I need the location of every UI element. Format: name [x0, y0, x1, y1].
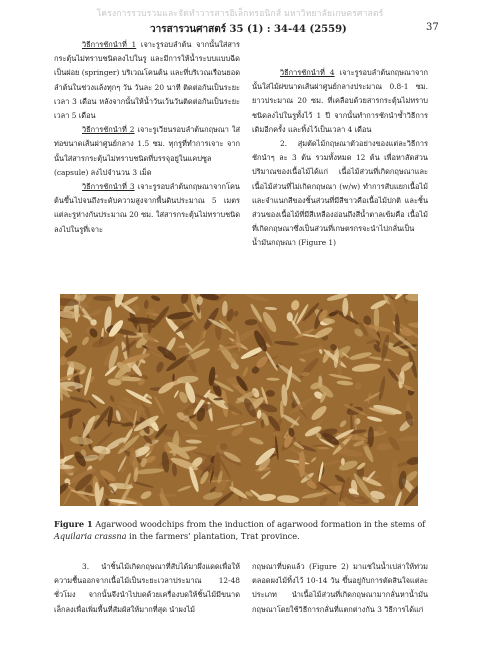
method-2-label: วิธีการชักนำที่ 2 [82, 125, 135, 135]
method-3-label: วิธีการชักนำที่ 3 [82, 182, 135, 192]
left-column [54, 38, 240, 284]
figure-caption [54, 518, 430, 542]
page-number: 37 [426, 22, 439, 33]
paragraph-method-1 [54, 38, 240, 123]
method-3-text: เจาะรูรอบลำต้นกฤษณาจากโคนต้นขึ้นไปจนถึงระดับความสูงจากพื้นดินประมาณ 5 เมตร แต่ละรูห่างกันประมาณ 20 ซม. ใส่สารกระตุ้นไม่ทราบชนิดลงไปในรูที่เจาะ [54, 182, 240, 234]
journal-title: วารสารวนศาสตร์ 35 (1) : 34-44 (2559) [150, 24, 347, 35]
bottom-left-column [54, 560, 240, 660]
method-4-label: วิธีการชักนำที่ 4 [280, 68, 335, 77]
header-watermark: โครงการรวบรวมและจัดทำวารสารอิเล็กทรอนิกส์ มหาวิทยาลัยเกษตรศาสตร์ [96, 9, 384, 19]
caption-text-b: in the farmers’ plantation, Trat province. [126, 531, 300, 541]
paragraph-method-3 [54, 180, 240, 237]
figure-label: Figure 1 [54, 519, 93, 529]
right-column [252, 66, 428, 288]
method-4-text: เจาะรูรอบลำต้นกฤษณาจากนั้นใส่ไม้ผ่ขนาดเส้นผ่าศูนย์กลางประมาณ 0.8-1 ซม. ยาวประมาณ 20 ซม. ที่เคลือบด้วยสารกระตุ้นไม่ทราบชนิดลงไปในรูทั้งไว้ 1 ปี จากนั้นทำการชักนำซ้ำวิธีการเดิมอีกครั้ง และทิ้งไว้เป็นเวลา 4 เดือน [252, 68, 428, 134]
paragraph-step-2: 2. สุ่มตัดไม้กฤษณาตัวอย่างของแต่ละวิธีการชักนำๆ ละ 3 ต้น รวมทั้งหมด 12 ต้น เพื่อหาสัดส่วนปริมาณของเนื้อไม้ได้แก่ เนื้อไม้ส่วนที่เกิดกฤษณาและเนื้อไม้ส่วนที่ไม่เกิดกฤษณา (w/w) ทำการสับแยกเนื้อไม้และจำแนกสีของชิ้นส่วนที่มีสีขาวคือเนื้อไม้ปกติ และชิ้นส่วนของเนื้อไม้ที่มีสีเหลืองอ่อนถึงสีน้ำตาลเข้มคือ เนื้อไม้ที่เกิดกฤษณาซึ่งเป็นส่วนที่เกษตรกรจะนำไปกลั่นเป็นน้ำมันกฤษณา (Figure 1) [252, 139, 428, 248]
caption-text-a: Agarwood woodchips from the induction of agarwood formation in the stems of [92, 519, 426, 529]
paragraph-step-3-continued: กฤษณาที่บดแล้ว (Figure 2) มาแช่ในน้ำเปล่าให้ท่วมตลอดผงไม้ทิ้งไว้ 10-14 วัน ขึ้นอยู่กับการตัดสินใจแต่ละประเภท นำเนื้อไม้ส่วนที่เกิดกฤษณามากลั่นหาน้ำมันกฤษณาโดยใช้วิธีการกลั่นที่แตกต่างกัน 3 วิธีการได้แก่ [252, 562, 428, 614]
paragraph-method-2 [54, 123, 240, 180]
method-1-text: เจาะรูรอบลำต้น จากนั้นใส่สารกระตุ้นไม่ทราบชนิดลงไปในรู และมีการให้น้ำระบบแบบฉีดเป็นฝอย (springer) บริเวณโคนต้น และที่บริเวณเรือนยอดลำต้นในช่วงแล้งทุกๆ วัน วันละ 20 นาที ติดต่อกันเป็นระยะเวลา 3 เดือน หลังจากนั้นให้น้ำวันเว้นวันติดต่อกันเป็นระยะเวลา 5 เดือน [54, 40, 240, 121]
paragraph-step-3: 3. นำชิ้นไม้เกิดกฤษณาที่สับได้มาผึ่งแดดเพื่อให้ความชื้นออกจากเนื้อไม้เป็นระยะเวลาประมาณ 12-48 ชั่วโมง จากนั้นจึงนำไปบดด้วยเครื่องบดให้ชิ้นไม้มีขนาดเล็กลงเพื่อเพิ่มพื้นที่สัมผัสให้มากที่สุด นำผงไม้ [54, 562, 240, 614]
agarwood-woodchips-photo [60, 294, 418, 506]
method-1-label: วิธีการชักนำที่ 1 [82, 40, 137, 49]
paragraph-method-4 [252, 66, 428, 137]
bottom-right-column [252, 560, 428, 660]
method-2-text: เจาะรูเวียนรอบลำต้นกฤษณา ใส่ท่อขนาดเส้นผ่าศูนย์กลาง 1.5 ซม. ทุกรูที่ทำการเจาะ จากนั้นใส่สารกระตุ้นไม่ทราบชนิดที่บรรจุอยู่ในแคปซูล (capsule) ลงไปจำนวน 3 เม็ด [54, 125, 240, 177]
caption-species: Aquilaria crassna [54, 531, 127, 541]
